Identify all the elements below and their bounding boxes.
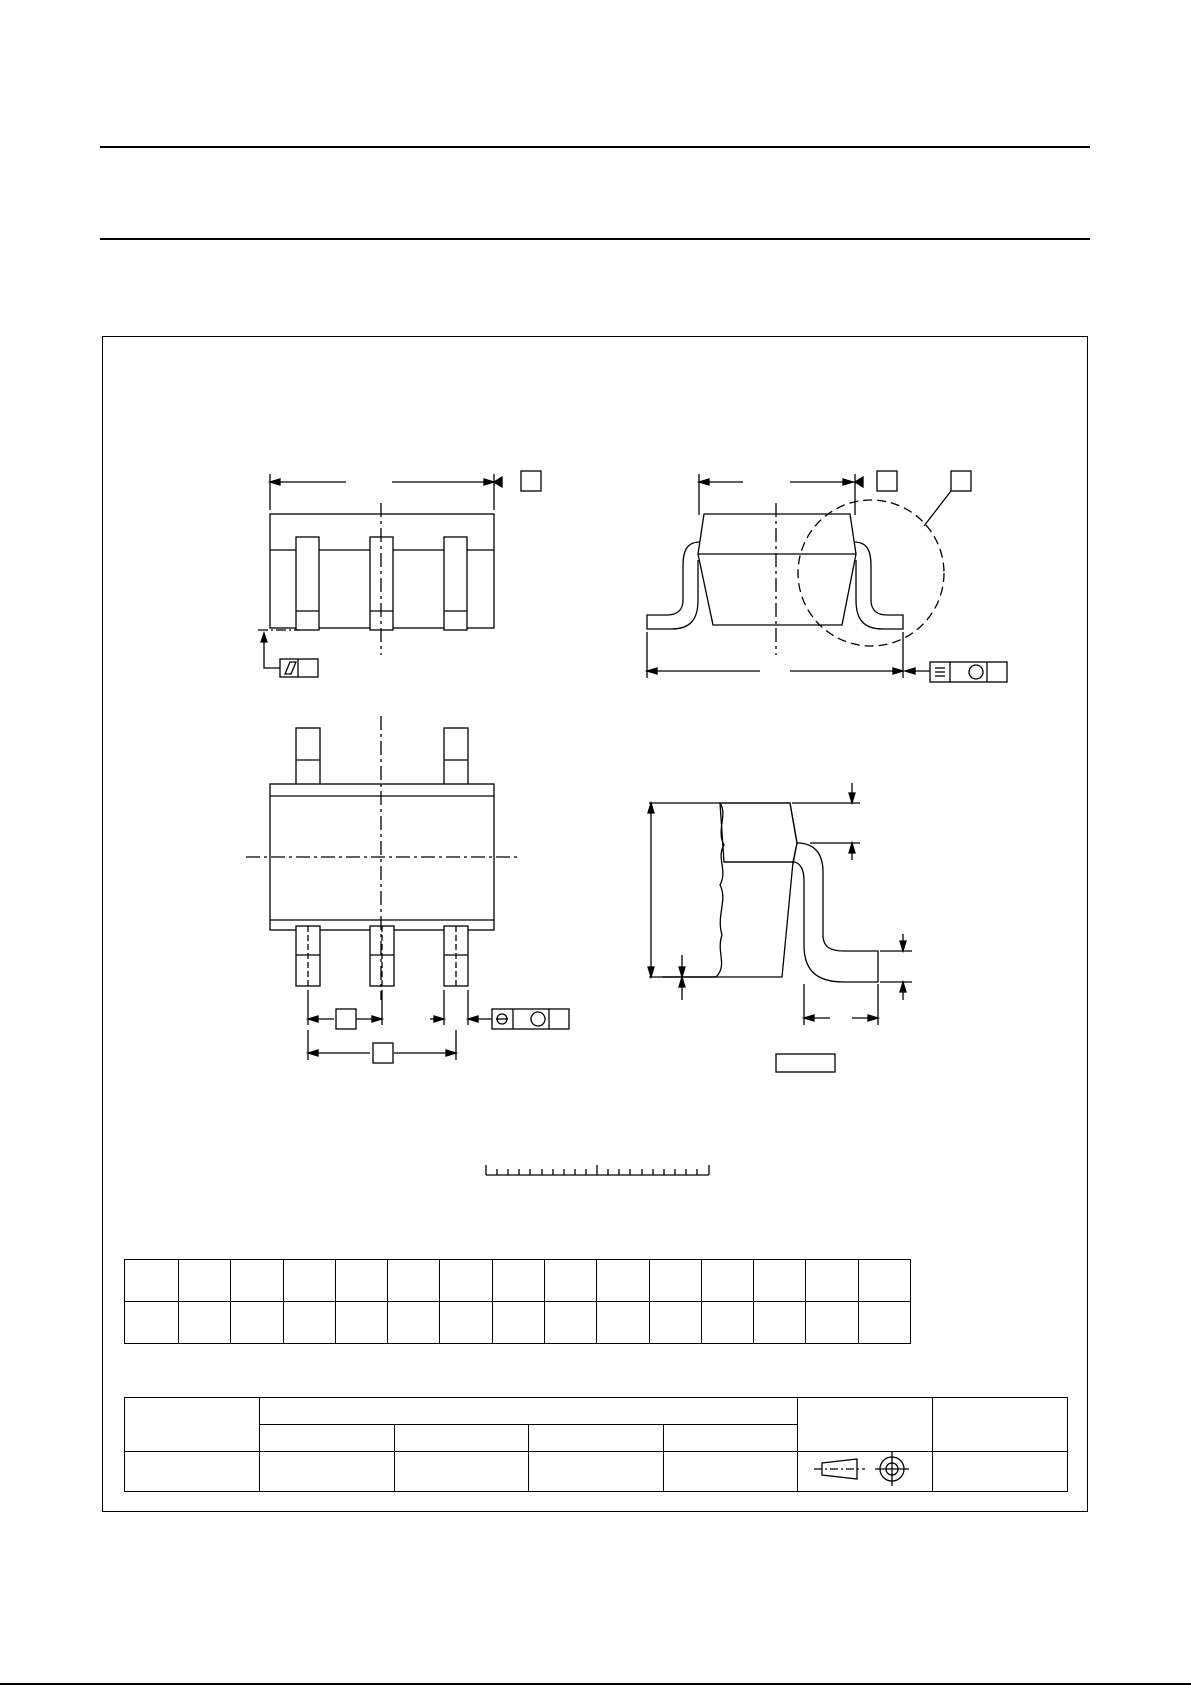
table-cell [933,1452,1068,1492]
datum-box-b [877,471,897,491]
table-cell [283,1302,335,1344]
table-cell [754,1302,806,1344]
table-cell [754,1260,806,1302]
detail-box [951,471,971,491]
table-cell [179,1302,231,1344]
detail-view [648,783,912,1072]
table-cell [529,1452,664,1492]
table-cell [283,1260,335,1302]
table-cell [492,1302,544,1344]
table-cell [544,1302,596,1344]
table-cell [806,1302,858,1344]
table-cell [663,1425,798,1452]
table-row [125,1452,1068,1492]
datum-box-a [521,471,541,491]
table-cell [260,1398,798,1425]
table-cell [260,1425,395,1452]
table-cell [335,1260,387,1302]
detail-label-box [776,1054,835,1072]
table-cell [125,1398,260,1452]
scale-bar [486,1165,709,1175]
table-cell [394,1452,529,1492]
table-cell [231,1302,283,1344]
table-cell [597,1260,649,1302]
table-cell [388,1260,440,1302]
front-view [647,471,1007,682]
table-cell [260,1452,395,1492]
table-cell [858,1260,910,1302]
table-cell [806,1260,858,1302]
table-cell [125,1260,179,1302]
table-cell [394,1425,529,1452]
table-cell [440,1260,492,1302]
table-cell [388,1302,440,1344]
table-cell [798,1398,933,1452]
outline-references-table [124,1397,1068,1492]
pitch-box-e1 [336,1009,356,1029]
top-view [246,716,569,1063]
table-cell [440,1302,492,1344]
table-row [125,1302,911,1344]
table-cell [544,1260,596,1302]
table-row [125,1260,911,1302]
side-view [258,471,541,677]
table-cell [663,1452,798,1492]
pitch-box-e [373,1043,393,1063]
table-cell [858,1302,910,1344]
table-cell [125,1302,179,1344]
table-cell [492,1260,544,1302]
table-cell [701,1260,753,1302]
table-cell [231,1260,283,1302]
table-cell [529,1425,664,1452]
table-row [125,1398,1068,1425]
table-cell [933,1398,1068,1452]
dimensions-table [124,1259,911,1344]
table-cell [179,1260,231,1302]
table-cell [335,1302,387,1344]
table-cell [798,1452,933,1492]
table-cell [649,1260,701,1302]
table-cell [649,1302,701,1344]
table-cell [125,1452,260,1492]
table-cell [597,1302,649,1344]
table-cell [701,1302,753,1344]
